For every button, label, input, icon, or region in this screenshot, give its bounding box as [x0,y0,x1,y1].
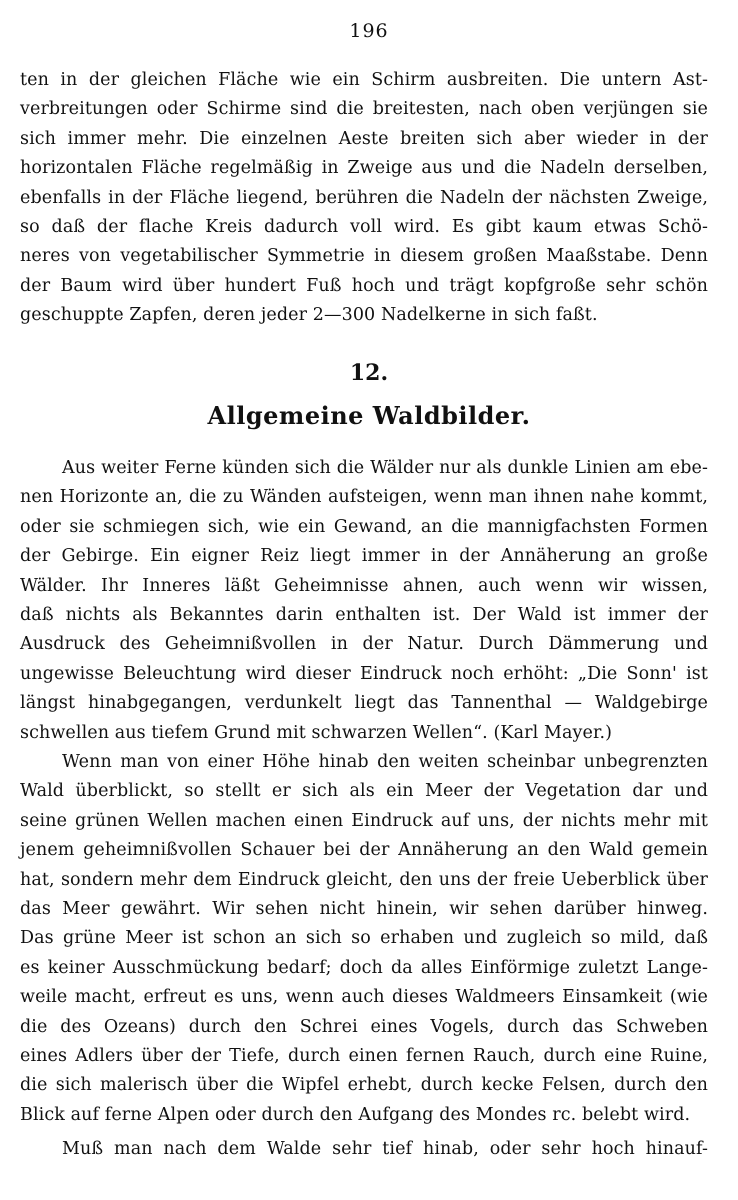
text-line: weile macht, erfreut es uns, wenn auch dieses Waldmeers Einsamkeit (wie [20,987,708,1008]
text-line: Muß man nach dem Walde sehr tief hinab, oder sehr hoch hinauf- [62,1139,708,1159]
paragraph-3 [20,1135,708,1164]
text-line: Ausdruck des Geheimnißvollen in der Natur. Durch Dämmerung und [20,634,708,655]
text-line: es keiner Ausschmückung bedarf; doch da alles Einförmige zuletzt Lange- [20,957,708,978]
text-line: sich immer mehr. Die einzelnen Aeste breiten sich aber wieder in der [20,128,708,149]
text-line: geschuppte Zapfen, deren jeder 2—300 Nadelkerne in sich faßt. [20,305,598,326]
paragraph-2 [20,748,708,1130]
text-line: nen Horizonte an, die zu Wänden aufsteigen, wenn man ihnen nahe kommt, [20,487,708,508]
continuation-paragraph [20,66,708,331]
paragraph-1 [20,454,708,748]
text-line: verbreitungen oder Schirme sind die breitesten, nach oben verjüngen sie [20,99,708,120]
text-line: Wenn man von einer Höhe hinab den weiten scheinbar unbegrenzten [62,752,708,772]
text-line: so daß der flache Kreis dadurch voll wird. Es gibt kaum etwas Schö- [20,216,708,237]
page-number: 196 [349,20,389,42]
text-line: eines Adlers über der Tiefe, durch einen fernen Rauch, durch eine Ruine, [20,1045,708,1066]
text-line: die des Ozeans) durch den Schrei eines Vogels, durch das Schweben [20,1016,708,1037]
section-number: 12. [349,360,389,386]
text-line: Aus weiter Ferne künden sich die Wälder nur als dunkle Linien am ebe- [62,458,708,478]
text-line: hat, sondern mehr dem Eindruck gleicht, den uns der freie Ueberblick über [20,869,708,890]
text-line: oder sie schmiegen sich, wie ein Gewand, an die mannigfachsten Formen [20,516,708,537]
text-line: längst hinabgegangen, verdunkelt liegt das Tannenthal — Waldgebirge [20,693,708,714]
text-line: schwellen aus tiefem Grund mit schwarzen Wellen“. (Karl Mayer.) [20,722,613,743]
text-line: Wälder. Ihr Inneres läßt Geheimnisse ahnen, auch wenn wir wissen, [20,575,708,596]
text-line: neres von vegetabilischer Symmetrie in diesem großen Maaßstabe. Denn [20,246,708,267]
text-line: Das grüne Meer ist schon an sich so erhaben und zugleich so mild, daß [20,928,708,949]
text-line: daß nichts als Bekanntes darin enthalten ist. Der Wald ist immer der [20,604,708,625]
text-line: ebenfalls in der Fläche liegend, berühren die Nadeln der nächsten Zweige, [20,187,708,208]
text-line: Wald überblickt, so stellt er sich als ein Meer der Vegetation dar und [20,781,708,802]
section-title: Allgemeine Waldbilder. [207,401,531,430]
text-line: seine grünen Wellen machen einen Eindruck auf uns, der nichts mehr mit [20,810,708,831]
text-line: das Meer gewährt. Wir sehen nicht hinein, wir sehen darüber hinweg. [20,898,708,919]
text-line: ten in der gleichen Fläche wie ein Schirm ausbreiten. Die untern Ast- [20,70,708,90]
text-line: die sich malerisch über die Wipfel erhebt, durch kecke Felsen, durch den [20,1075,708,1096]
text-line: der Gebirge. Ein eigner Reiz liegt immer in der Annäherung an große [20,546,708,567]
text-line: horizontalen Fläche regelmäßig in Zweige aus und die Nadeln derselben, [20,158,708,179]
text-line: ungewisse Beleuchtung wird dieser Eindruck noch erhöht: „Die Sonn' ist [20,663,708,684]
text-line: Blick auf ferne Alpen oder durch den Aufgang des Mondes rc. belebt wird. [20,1104,691,1125]
text-line: jenem geheimnißvollen Schauer bei der Annäherung an den Wald gemein [20,840,708,861]
text-line: der Baum wird über hundert Fuß hoch und trägt kopfgroße sehr schön [20,275,708,296]
